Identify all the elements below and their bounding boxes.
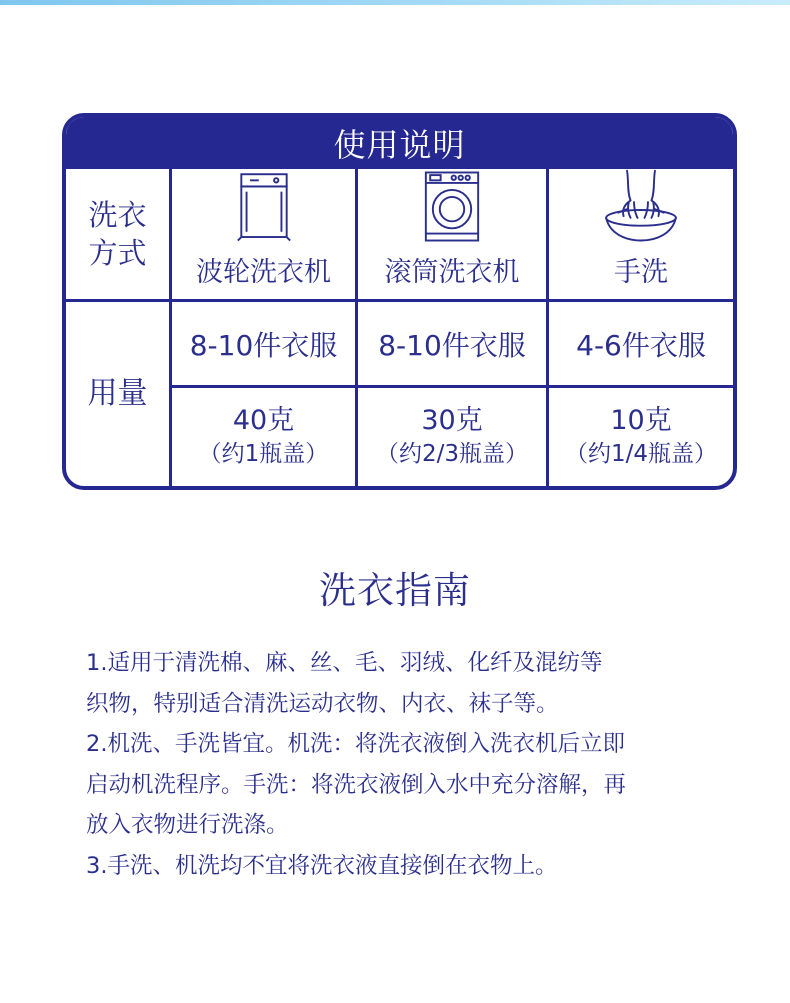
- dose-value: 10克: [610, 405, 672, 436]
- dose-note: （约2/3瓶盖）: [375, 441, 528, 467]
- amount-front-load: 8-10件衣服: [358, 302, 549, 388]
- dose-front-load: [358, 388, 549, 486]
- row-label-usage: 用量: [66, 302, 172, 486]
- row-label-line: 洗衣: [88, 198, 147, 232]
- guide-line: 启动机洗程序。手洗：将洗衣液倒入水中充分溶解，再: [86, 771, 627, 798]
- guide-line: 放入衣物进行洗涤。: [86, 812, 289, 838]
- method-label: 波轮洗衣机: [196, 257, 331, 288]
- method-label: 手洗: [614, 257, 668, 288]
- guide-line: 3.手洗、机洗均不宜将洗衣液直接倒在衣物上。: [86, 852, 558, 879]
- front-load-washer-icon: [406, 169, 498, 244]
- guide-title: 洗衣指南: [319, 569, 471, 612]
- method-top-load: [172, 169, 358, 302]
- guide-body: [86, 643, 736, 886]
- amount-hand-wash: 4-6件衣服: [549, 302, 733, 388]
- method-front-load: [358, 169, 549, 302]
- dose-top-load: [172, 388, 358, 486]
- row-label-line: 方式: [88, 236, 147, 270]
- dose-value: 30克: [421, 405, 483, 436]
- dose-note: （约1/4瓶盖）: [564, 441, 717, 467]
- top-decor-strip: [0, 0, 790, 5]
- method-hand-wash: [549, 169, 733, 302]
- row-label-wash-method: [66, 169, 172, 302]
- hand-wash-basin-icon: [595, 169, 687, 244]
- table-title: 使用说明: [66, 117, 733, 169]
- top-load-washer-icon: [218, 169, 310, 244]
- dose-value: 40克: [232, 405, 295, 436]
- method-label: 滚筒洗衣机: [384, 257, 520, 288]
- dose-hand-wash: [549, 388, 733, 486]
- guide-line: 2.机洗、手洗皆宜。机洗：将洗衣液倒入洗衣机后立即: [86, 731, 625, 757]
- guide-line: 织物，特别适合清洗运动衣物、内衣、袜子等。: [86, 690, 559, 717]
- guide-line: 1.适用于清洗棉、麻、丝、毛、羽绒、化纤及混纺等: [86, 650, 603, 676]
- table-grid: [66, 169, 733, 486]
- amount-top-load: 8-10件衣服: [172, 302, 358, 388]
- dose-note: （约1瓶盖）: [198, 441, 329, 467]
- usage-instructions-table: [62, 113, 737, 490]
